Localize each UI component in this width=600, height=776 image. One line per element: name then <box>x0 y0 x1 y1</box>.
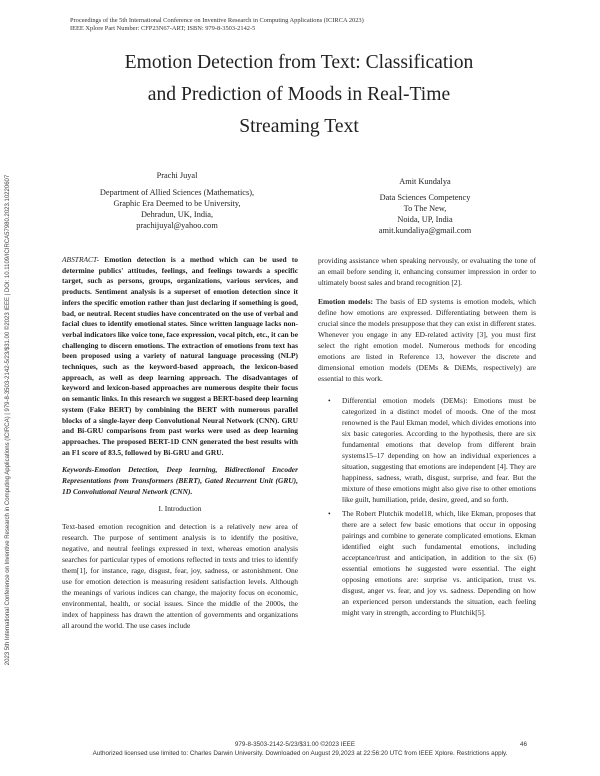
abstract-text: Emotion detection is a method which can be used to determine publics' attitudes, feelings, and feelings towards a specific target, such as persons, groups, organizations, various services, and products. Sentiment analysis is a superset of emotion detection since it infers the specific emotion rather than just declaring if something is good, bad, or neutral. Recent studies have concentrated on the use of verbal and facial clues to identify emotional states. Since written language lacks non-verbal indicators like voice tone, face expression, vocal pitch, etc., it can be challenging to discern emotions. The extraction of emotions from text has been proposed using a variety of natural language processing (NLP) techniques, such as the keyword-based approach, the lexicon-based approach, as well as deep learning approach. The disadvantages of keyword and lexicon-based approaches are numerous despite their focus on semantic links. In this research we suggest a BERT-based deep learning system (Fake BERT) by combining the BERT with numerous parallel blocks of a single-layer deep Convolutional Neural Network (CNN). GRU and Bi-GRU comparisons from past works were used as deep learning approaches. The proposed BERT-1D CNN generated the best results with an F1 score of 83.5, followed by Bi-GRU and GRU. <box>62 255 298 457</box>
license-footer: Authorized licensed use limited to: Charles Darwin University. Downloaded on August 29,2023 at 22:56:20 UTC from IEEE Xplore. Restrictions apply. <box>92 750 508 757</box>
page-number: 46 <box>520 741 528 748</box>
title-line-2: and Prediction of Moods in Real-Time <box>147 84 451 105</box>
list-item <box>328 508 536 618</box>
paper-title <box>70 47 528 143</box>
author-name: Prachi Juyal <box>156 171 198 180</box>
author-org: Graphic Era Deemed to be University, <box>113 199 241 208</box>
author-city: Dehradun, UK, India, <box>140 210 214 219</box>
header-line-2: IEEE Xplore Part Number: CFP23N67-ART; ISBN: 979-8-3503-2142-5 <box>70 25 256 33</box>
col2-paragraph-1: providing assistance when speaking nervously, or evaluating the tone of an email before sending it, enhancing consumer impression in order to ultimately boost sales and brand recognition [2]. <box>318 256 536 287</box>
author-dept: Department of Allied Sciences (Mathematics), <box>99 188 255 197</box>
bullet-text: Differential emotion models (DEMs): Emotions must be categorized in a distinct model of moods. One of the most renowned is the Paul Ekman model, which divides emotions into six basic categories. According to the hypothesis, there are six fundamental emotions that develop from different brain systems15–17 depending on how an individual experiences a situation, suggesting that emotions are independent [4]. They are happiness, sadness, wrath, disgust, surprise, and fear. But the mixture of these emotions might also give rise to other emotions like guilt, humiliation, pride, desire, greed, and so forth. <box>342 396 536 504</box>
doi-sidebar <box>2 130 13 710</box>
author-email: prachijuyal@yahoo.com <box>136 221 218 230</box>
author-city: Noida, UP, India <box>397 215 453 224</box>
abstract-label: ABSTRACT- <box>62 255 100 264</box>
section-heading: I. Introduction <box>158 504 202 514</box>
author-block-2 <box>322 176 528 236</box>
title-line-3: Streaming Text <box>239 116 359 137</box>
doi-side-text: 2023 5th International Conference on Inventive Research in Computing Applications (ICIRCA) | 979-8-3503-2142-5/23/$31.00 ©2023 IEEE | DOI: 10.1109/ICIRCA57980.2023.10220607 <box>4 174 11 666</box>
emotion-model-list <box>318 395 536 618</box>
bullet-icon: • <box>328 396 331 405</box>
abstract <box>62 255 298 458</box>
right-column <box>318 255 536 618</box>
footer-isbn: 979-8-3503-2142-5/23/$31.00 ©2023 IEEE <box>234 741 356 748</box>
bullet-icon: • <box>328 509 331 518</box>
author-dept: Data Sciences Competency <box>379 193 471 202</box>
intro-paragraph: Text-based emotion recognition and detection is a relatively new area of research. The purpose of sentiment analysis is to identify the positive, negative, and neutral feelings expressed in text, whereas emotion analysis searches for particular types of emotions reflected in texts and tries to identify them[1], for instance, rage, disgust, fear, joy, sadness, or astonishment. One use for emotion detection is measuring resident satisfaction levels. Although the meanings of various indices can change, the majority focus on economic, environmental, health, or social issues. Since the middle of the 2000s, the index of happiness has drawn the attention of governments and organizations all around the world. The use cases include <box>62 521 298 630</box>
title-line-1: Emotion Detection from Text: Classification <box>124 52 474 73</box>
bullet-text: The Robert Plutchik model18, which, like Ekman, proposes that there are a select few basic emotions that occur in opposing pairings and combine to generate complicated emotions. Ekman identified eight such fundamental emotions, including acceptance/trust and anticipation, in addition to the six (6) essential emotions he suggested were essential. The eight opposing emotions are: surprise vs. anticipation, trust vs. disgust, anger vs. fear, and joy vs. sadness. Depending on how an experienced person understands the situation, each feeling might vary in strength, according to Plutchik[5]. <box>342 509 536 617</box>
emotion-models-paragraph <box>318 296 536 384</box>
emotion-models-label: Emotion models: <box>318 297 373 306</box>
header-line-1: Proceedings of the 5th International Conference on Inventive Research in Computing Applications (ICIRCA 2023) <box>70 17 364 24</box>
author-org: To The New, <box>403 204 447 213</box>
list-item <box>328 395 536 505</box>
proceedings-header <box>70 17 364 33</box>
author-email: amit.kundaliya@gmail.com <box>378 226 472 235</box>
author-block-1 <box>74 170 280 231</box>
emotion-models-text: The basis of ED systems is emotion models, which define how emotions are expressed. Differentiating between them is crucial since the models presuppose that they can exist in different states. Whenever you engage in any ED-related activity [3], you must first select the right emotion model. Numerous methods for encoding emotions are listed in Reference 13, however the discrete and dimensional emotion models (DEMs & DiEMs, respectively) are essential to this work. <box>318 297 536 383</box>
keywords: Keywords-Emotion Detection, Deep learning, Bidirectional Encoder Representations from Transformers (BERT), Gated Recurrent Unit (GRU), 1D Convolutional Neural Network (CNN). <box>62 465 298 496</box>
left-column <box>62 255 298 631</box>
author-name: Amit Kundalya <box>399 177 451 186</box>
